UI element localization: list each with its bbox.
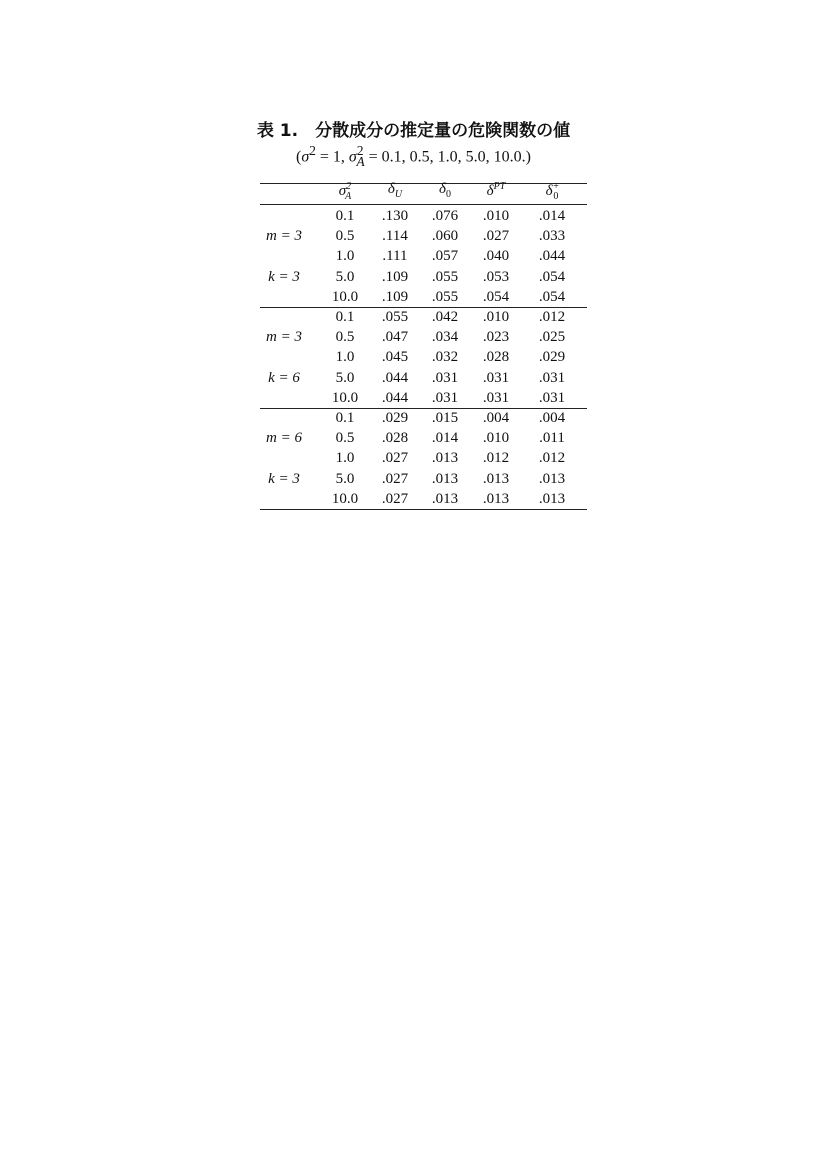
table-cell: .033: [538, 228, 566, 245]
table-cell: 10.0: [331, 288, 359, 305]
group-label-m: m = 3: [266, 329, 302, 346]
table-cell: .014: [538, 208, 566, 224]
table-cell: .042: [431, 309, 459, 325]
table-cell: 0.5: [335, 228, 355, 245]
table-cell: .044: [538, 248, 566, 265]
table-cell: .044: [381, 369, 409, 386]
table-cell: .013: [538, 470, 566, 487]
table-cell: .109: [381, 288, 409, 305]
table-cell: .011: [539, 430, 565, 447]
table-cell: 1.0: [335, 450, 355, 467]
table-cell: .031: [431, 369, 459, 386]
table-cell: 5.0: [335, 470, 355, 487]
table-cell: .027: [381, 450, 409, 467]
table-cell: 10.0: [331, 389, 359, 406]
table-cell: .111: [382, 248, 408, 265]
table-cell: .013: [431, 470, 459, 487]
table-cell: 0.1: [335, 309, 355, 325]
group-label-k: k = 3: [268, 470, 300, 487]
table-cell: .045: [381, 349, 409, 366]
header-sigma-a: $\sigma^2_A$: [338, 181, 352, 202]
table-cell: .034: [431, 329, 459, 346]
table-cell: .114: [382, 228, 408, 245]
table-cell: .054: [482, 288, 510, 305]
table-cell: .028: [381, 430, 409, 447]
table-cell: .047: [381, 329, 409, 346]
table-cell: .004: [482, 410, 510, 426]
table-cell: .031: [482, 389, 510, 406]
table-cell: .014: [431, 430, 459, 447]
header-delta-u: $\delta_U$: [387, 181, 403, 200]
table-cell: .027: [482, 228, 510, 245]
table-cell: .010: [482, 309, 510, 325]
table-cell: .029: [381, 410, 409, 426]
subtitle-sub-a: A: [356, 153, 365, 169]
table-cell: .130: [381, 208, 409, 224]
table-cell: 5.0: [335, 369, 355, 386]
table-cell: .012: [538, 450, 566, 467]
table-cell: .060: [431, 228, 459, 245]
header-delta-0-plus: $\delta^+_0$: [545, 181, 560, 202]
group-rule: [260, 509, 587, 510]
table-cell: .031: [482, 369, 510, 386]
table-cell: .027: [381, 470, 409, 487]
header-delta-0: $\delta_0$: [439, 181, 451, 200]
table-cell: 1.0: [335, 349, 355, 366]
table-cell: .013: [538, 490, 566, 507]
table-cell: .027: [381, 490, 409, 507]
table-cell: .109: [381, 268, 409, 285]
subtitle-sigma: σ: [301, 148, 310, 166]
table-cell: 0.1: [335, 208, 355, 224]
group-label-k: k = 3: [268, 268, 300, 285]
table-cell: .013: [431, 450, 459, 467]
table-cell: 5.0: [335, 268, 355, 285]
table-cell: 10.0: [331, 490, 359, 507]
subtitle-sup: 2: [309, 143, 316, 158]
table-cell: .004: [538, 410, 566, 426]
table-cell: .023: [482, 329, 510, 346]
table-cell: .015: [431, 410, 459, 426]
table-cell: .057: [431, 248, 459, 265]
table-cell: .012: [538, 309, 566, 325]
table-cell: .054: [538, 288, 566, 305]
table-title: 表 1. 分散成分の推定量の危険関数の値: [256, 121, 571, 141]
table-cell: .055: [431, 268, 459, 285]
table-cell: .031: [538, 369, 566, 386]
subtitle-part1: = 1,: [315, 148, 349, 166]
subtitle-prefix: (: [296, 148, 302, 166]
table-cell: 0.5: [335, 430, 355, 447]
header-rule: [260, 204, 587, 205]
table-cell: .040: [482, 248, 510, 265]
table-cell: .044: [381, 389, 409, 406]
subtitle-sup-a: 2: [356, 143, 364, 158]
table-cell: .055: [431, 288, 459, 305]
table-cell: .013: [482, 470, 510, 487]
table-cell: .053: [482, 268, 510, 285]
table-cell: .031: [538, 389, 566, 406]
table-cell: .029: [538, 349, 566, 366]
table-cell: 0.1: [335, 410, 355, 426]
header-delta-pt: $\delta^{PT}$: [486, 181, 506, 199]
group-label-m: m = 6: [266, 430, 302, 447]
table-cell: 0.5: [335, 329, 355, 346]
table-cell: .076: [431, 208, 459, 224]
table-cell: 1.0: [335, 248, 355, 265]
table-cell: .010: [482, 208, 510, 224]
table-subtitle: [0, 143, 827, 170]
table-cell: .055: [381, 309, 409, 325]
table-cell: .031: [431, 389, 459, 406]
table-cell: .013: [431, 490, 459, 507]
table-cell: .010: [482, 430, 510, 447]
table-cell: .028: [482, 349, 510, 366]
subtitle-sigma-a: σ: [348, 148, 357, 166]
subtitle-part2: = 0.1, 0.5, 1.0, 5.0, 10.0.): [364, 148, 531, 166]
group-label-k: k = 6: [268, 369, 300, 386]
table-cell: .012: [482, 450, 510, 467]
table-cell: .025: [538, 329, 566, 346]
group-label-m: m = 3: [266, 228, 302, 245]
table-cell: .013: [482, 490, 510, 507]
table-cell: .032: [431, 349, 459, 366]
table-cell: .054: [538, 268, 566, 285]
